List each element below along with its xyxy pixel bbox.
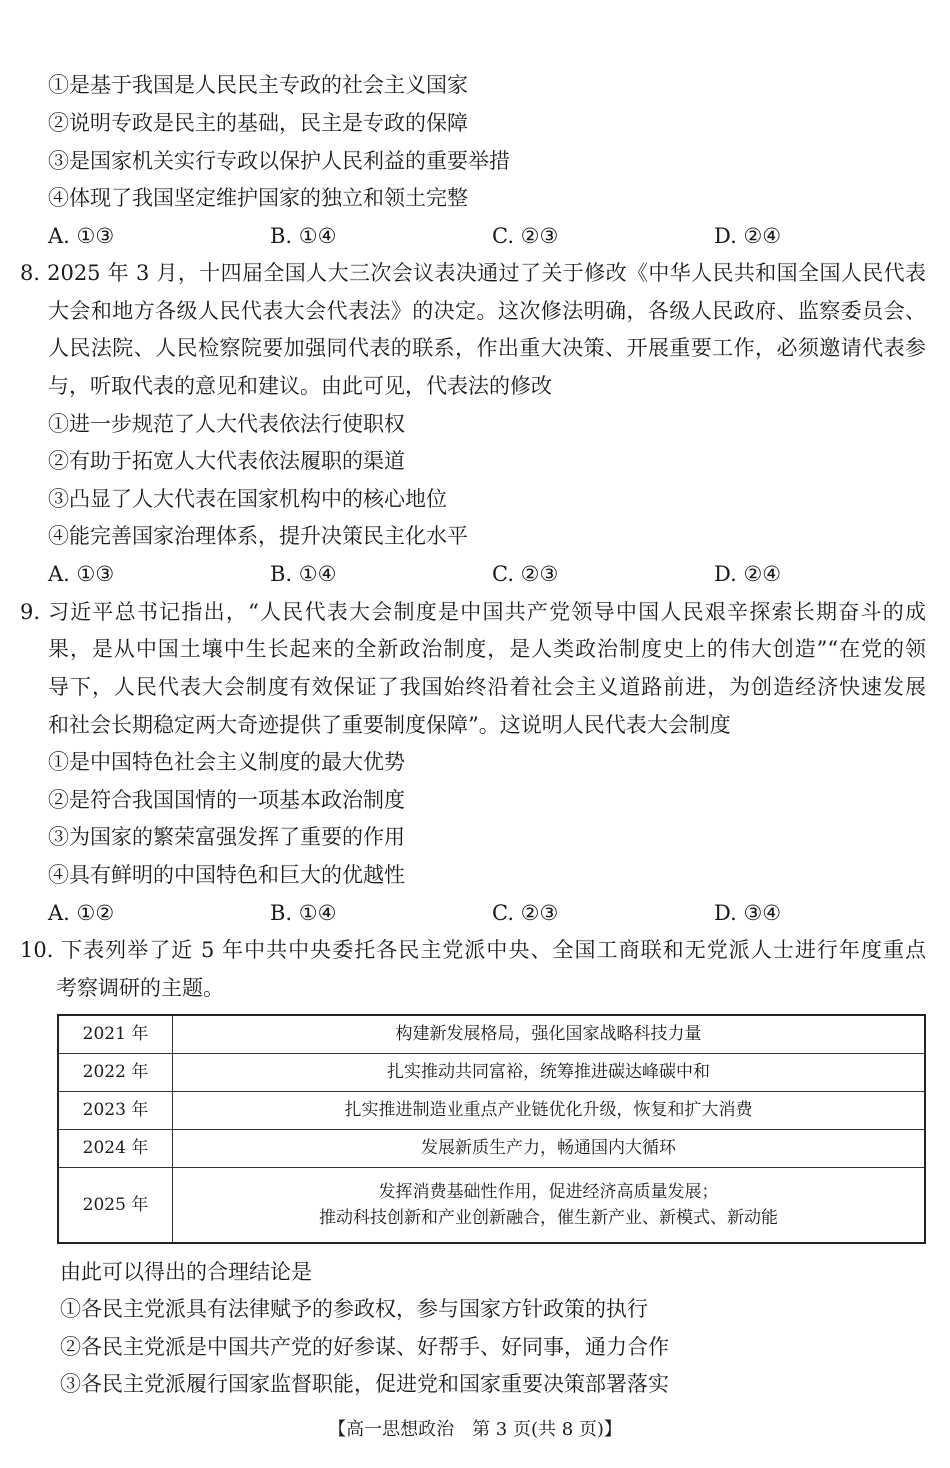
q9-option-d: D. ③④ — [714, 901, 782, 925]
q7-option-a: A. ①③ — [48, 224, 115, 248]
table-row — [58, 1129, 925, 1167]
table-row — [58, 1091, 925, 1129]
q8-stem-line-1: 8. 2025 年 3 月，十四届全国人大三次会议表决通过了关于修改《中华人民共和国全国人民代表 — [20, 261, 926, 285]
table-year-cell: 2024 年 — [58, 1129, 173, 1167]
table-row — [58, 1015, 925, 1053]
table-topic-cell: 扎实推动共同富裕，统筹推进碳达峰碳中和 — [173, 1053, 926, 1091]
q9-statement-1: ①是中国特色社会主义制度的最大优势 — [48, 750, 405, 774]
q8-option-a: A. ①③ — [48, 562, 115, 586]
q8-statement-2: ②有助于拓宽人大代表依法履职的渠道 — [48, 449, 405, 473]
q9-option-b: B. ①④ — [270, 901, 337, 925]
q7-statement-3: ③是国家机关实行专政以保护人民利益的重要举措 — [48, 149, 510, 173]
q9-statement-4: ④具有鲜明的中国特色和巨大的优越性 — [48, 863, 405, 887]
q9-statement-3: ③为国家的繁荣富强发挥了重要的作用 — [48, 825, 405, 849]
table-topic-line: 发挥消费基础性作用，促进经济高质量发展； — [378, 1181, 719, 1202]
q7-option-b: B. ①④ — [270, 224, 337, 248]
q8-option-b: B. ①④ — [270, 562, 337, 586]
q10-stem-line-1: 10. 下表列举了近 5 年中共中央委托各民主党派中央、全国工商联和无党派人士进行年度重点 — [20, 938, 926, 962]
table-topic-line: 推动科技创新和产业创新融合，催生新产业、新模式、新动能 — [319, 1207, 778, 1228]
table-year-cell: 2021 年 — [58, 1015, 173, 1053]
table-year-cell: 2023 年 — [58, 1091, 173, 1129]
q8-stem-line-3: 人民法院、人民检察院要加强同代表的联系，作出重大决策、开展重要工作，必须邀请代表参 — [48, 336, 926, 360]
page-footer: 【高一思想政治 第 3 页(共 8 页)】 — [328, 1419, 622, 1440]
q8-option-c: C. ②③ — [492, 562, 559, 586]
q9-stem-line-4: 和社会长期稳定两大奇迹提供了重要制度保障”。这说明人民代表大会制度 — [48, 713, 731, 737]
table-topic-cell: 构建新发展格局，强化国家战略科技力量 — [173, 1015, 926, 1053]
topics-table — [57, 1014, 926, 1244]
table-row — [58, 1053, 925, 1091]
table-topic-cell: 扎实推进制造业重点产业链优化升级，恢复和扩大消费 — [173, 1091, 926, 1129]
q7-option-d: D. ②④ — [714, 224, 782, 248]
q9-option-a: A. ①② — [48, 901, 115, 925]
table-year-cell: 2022 年 — [58, 1053, 173, 1091]
q8-option-d: D. ②④ — [714, 562, 782, 586]
table-row — [58, 1167, 925, 1243]
q7-statement-1: ①是基于我国是人民民主专政的社会主义国家 — [48, 73, 468, 97]
q10-statement-3: ③各民主党派履行国家监督职能，促进党和国家重要决策部署落实 — [60, 1372, 669, 1396]
q8-stem-line-4: 与，听取代表的意见和建议。由此可见，代表法的修改 — [48, 374, 552, 398]
q9-stem-line-2: 果，是从中国土壤中生长起来的全新政治制度，是人类政治制度史上的伟大创造”“在党的领 — [48, 637, 926, 661]
q7-statement-2: ②说明专政是民主的基础，民主是专政的保障 — [48, 111, 468, 135]
table-year-cell: 2025 年 — [58, 1167, 173, 1243]
q10-statement-1: ①各民主党派具有法律赋予的参政权，参与国家方针政策的执行 — [60, 1297, 648, 1321]
q8-stem-line-2: 大会和地方各级人民代表大会代表法》的决定。这次修法明确，各级人民政府、监察委员会、 — [48, 299, 926, 323]
q7-statement-4: ④体现了我国坚定维护国家的独立和领土完整 — [48, 186, 468, 210]
q9-stem-line-1: 9. 习近平总书记指出，“人民代表大会制度是中国共产党领导中国人民艰辛探索长期奋斗的成 — [20, 600, 926, 624]
table-topic-cell: 发展新质生产力，畅通国内大循环 — [173, 1129, 926, 1167]
q8-statement-1: ①进一步规范了人大代表依法行使职权 — [48, 412, 405, 436]
q10-lead: 由此可以得出的合理结论是 — [60, 1260, 312, 1284]
table-topic-cell — [173, 1167, 926, 1243]
q9-option-c: C. ②③ — [492, 901, 559, 925]
q9-stem-line-3: 导下，人民代表大会制度有效保证了我国始终沿着社会主义道路前进，为创造经济快速发展 — [48, 675, 926, 699]
q7-option-c: C. ②③ — [492, 224, 559, 248]
q8-statement-4: ④能完善国家治理体系，提升决策民主化水平 — [48, 524, 468, 548]
q10-statement-2: ②各民主党派是中国共产党的好参谋、好帮手、好同事，通力合作 — [60, 1335, 669, 1359]
q9-statement-2: ②是符合我国国情的一项基本政治制度 — [48, 788, 405, 812]
q8-statement-3: ③凸显了人大代表在国家机构中的核心地位 — [48, 487, 447, 511]
q10-stem-line-2: 考察调研的主题。 — [56, 976, 224, 1000]
